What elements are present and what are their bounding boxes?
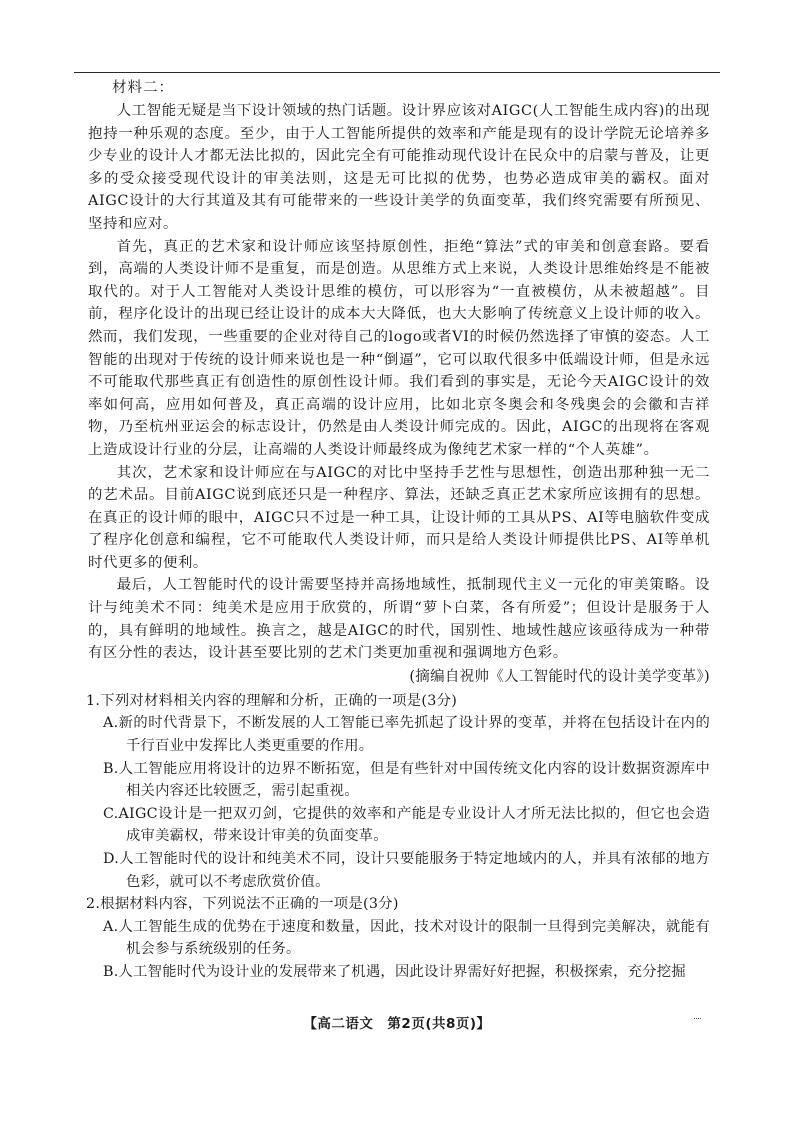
page-footer: 【高二语文 第2页(共8页)】: [303, 1016, 491, 1032]
question-2: [86, 893, 710, 983]
question-1-stem: 1.下列对材料相关内容的理解和分析，正确的一项是(3分): [86, 692, 458, 709]
question-1-option-d: D.人工智能时代的设计和纯美术不同，设计只要能服务于特定地域内的人，并具有浓郁的地方色彩，就可以不考虑欣赏价值。: [103, 851, 710, 890]
question-2-option-a: A.人工智能生成的优势在于速度和数量，因此，技术对设计的限制一旦得到完美解决，就能有机会参与系统级别的任务。: [103, 918, 710, 958]
exam-page: [88, 78, 710, 984]
header-rule: [74, 72, 720, 73]
material-paragraph-2: 首先，真正的艺术家和设计师应该坚持原创性，拒绝“算法”式的审美和创意套路。要看到，高端的人类设计师不是重复，而是创造。从思维方式上来说，人类设计思维始终是不能被取代的。对于人工智能对人类设计思维的模仿，可以形容为“一直被模仿，从未被超越”。目前，程序化设计的出现已经让设计的成本大大降低，也大大影响了传统意义上设计师的收入。然而，我们发现，一些重要的企业对待自己的logo或者VI的时候仍然选择了审慎的姿态。人工智能的出现对于传统的设计师来说也是一种“倒逼”，它可以取代很多中低端设计师，但是永远不可能取代那些真正有创造性的原创性设计师。我们看到的事实是，无论今天AIGC设计的效率如何高，应用如何普及，真正高端的设计应用，比如北京冬奥会和冬残奥会的会徽和吉祥物，乃至杭州亚运会的标志设计，仍然是由人类设计师完成的。因此，AIGC的出现将在客观上造成设计行业的分层，让高端的人类设计师最终成为像纯艺术家一样的“个人英雄”。: [88, 238, 710, 458]
question-2-stem: 2.根据材料内容，下列说法不正确的一项是(3分): [86, 896, 399, 913]
corner-mark: [694, 1015, 701, 1019]
question-1: [86, 690, 710, 893]
question-2-option-b: B.人工智能时代为设计业的发展带来了机遇，因此设计界需好好把握，积极探索，充分挖掘: [103, 963, 686, 980]
question-1-option-b: B.人工智能应用将设计的边界不断拓宽，但是有些针对中国传统文化内容的设计数据资源库中相关内容还比较匮乏，需引起重视。: [103, 760, 710, 800]
question-1-option-a: A.新的时代背景下，不断发展的人工智能已率先抓起了设计界的变革，并将在包括设计在内的千行百业中发挥比人类更重要的作用。: [103, 715, 710, 755]
material-source: (摘编自祝帅《人工智能时代的设计美学变革》): [409, 668, 710, 685]
material-paragraph-1: 人工智能无疑是当下设计领域的热门话题。设计界应该对AIGC(人工智能生成内容)的出现抱持一种乐观的态度。至少，由于人工智能所提供的效率和产能是现有的设计学院无论培养多少专业的设计人才都无法比拟的，因此完全有可能推动现代设计在民众中的启蒙与普及，让更多的受众接受现代设计的审美法则，这是无可比拟的优势，也势必造成审美的霸权。面对AIGC设计的大行其道及其有可能带来的一些设计美学的负面变革，我们终究需要有所预见、坚持和应对。: [88, 103, 710, 232]
material-paragraph-4: 最后，人工智能时代的设计需要坚持并高扬地域性，抵制现代主义一元化的审美策略。设计与纯美术不同：纯美术是应用于欣赏的，所谓“萝卜白菜，各有所爱”；但设计是服务于人的，具有鲜明的地域性。换言之，越是AIGC的时代，国别性、地域性越应该亟待成为一种带有区分性的表达，设计甚至要比别的艺术门类更加重视和强调地方色彩。: [88, 577, 710, 662]
material-title: 材料二：: [112, 80, 174, 96]
material-paragraph-3: 其次，艺术家和设计师应在与AIGC的对比中坚持手艺性与思想性，创造出那种独一无二的艺术品。目前AIGC说到底还只是一种程序、算法，还缺乏真正艺术家所应该拥有的思想。在真正的设计师的眼中，AIGC只不过是一种工具，让设计师的工具从PS、AI等电脑软件变成了程序化创意和编程，它不可能取代人类设计师，而只是给人类设计师提供比PS、AI等单机时代更多的便利。: [88, 464, 710, 571]
question-1-option-c: C.AIGC设计是一把双刃剑，它提供的效率和产能是专业设计人才所无法比拟的，但它也会造成审美霸权，带来设计审美的负面变革。: [103, 805, 710, 845]
